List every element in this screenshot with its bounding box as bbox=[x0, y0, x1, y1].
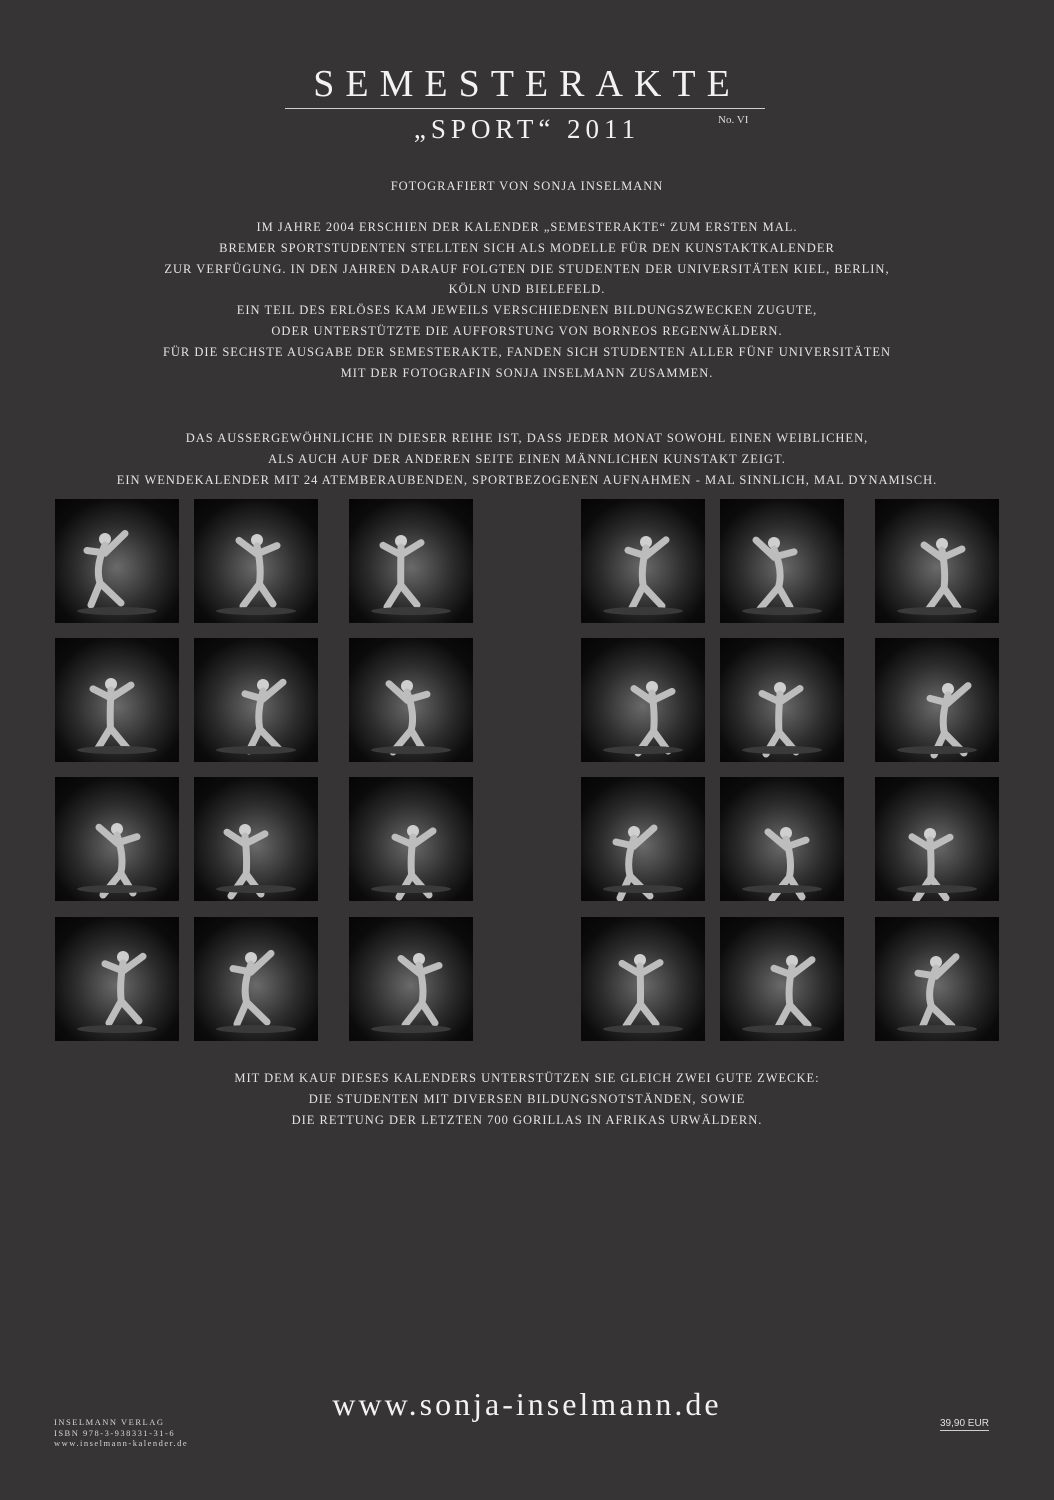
calendar-title: SEMESTERAKTE bbox=[313, 63, 741, 105]
photo-flip bbox=[875, 777, 999, 901]
intro-line: IM JAHRE 2004 ERSCHIEN DER KALENDER „SEMESTERAKTE“ ZUM ERSTEN MAL. bbox=[256, 220, 798, 234]
closing-line: DIE RETTUNG DER LETZTEN 700 GORILLAS IN AFRIKAS URWÄLDERN. bbox=[291, 1112, 763, 1127]
photo-ball-pose bbox=[349, 638, 473, 762]
intro-line: MIT DER FOTOGRAFIN SONJA INSELMANN ZUSAMMEN. bbox=[340, 365, 714, 380]
intro-line: ODER UNTERSTÜTZTE DIE AUFFORSTUNG VON BORNEOS REGENWÄLDERN. bbox=[271, 323, 783, 338]
closing-paragraph bbox=[30, 1068, 1024, 1130]
photo-water-ball-splash bbox=[720, 499, 844, 623]
photographer-credit: FOTOGRAFIERT VON SONJA INSELMANN bbox=[390, 179, 664, 193]
figure-silhouette bbox=[875, 777, 999, 901]
photo-basketball-hoop bbox=[875, 638, 999, 762]
figure-silhouette bbox=[875, 638, 999, 762]
figure-silhouette bbox=[349, 917, 473, 1041]
special-line: ALS AUCH AUF DER ANDEREN SEITE EINEN MÄNNLICHEN KUNSTAKT ZEIGT. bbox=[268, 451, 786, 466]
publisher-url[interactable]: www.inselmann-kalender.de bbox=[54, 1438, 189, 1448]
special-line: DAS AUSSERGEWÖHNLICHE IN DIESER REIHE IST, DASS JEDER MONAT SOWOHL EINEN WEIBLICHEN, bbox=[185, 431, 869, 445]
photo-pommel-horse bbox=[194, 917, 318, 1041]
issue-number: No. VI bbox=[718, 114, 749, 126]
intro-line: FÜR DIE SECHSTE AUSGABE DER SEMESTERAKTE, FANDEN SICH STUDENTEN ALLER FÜNF UNIVERSITÄTEN bbox=[162, 344, 892, 359]
publisher-block bbox=[54, 1417, 188, 1449]
photo-kettlebell bbox=[875, 499, 999, 623]
photo-horse-vaulting bbox=[55, 499, 179, 623]
photo-grid bbox=[0, 499, 1054, 1041]
figure-silhouette bbox=[875, 917, 999, 1041]
figure-silhouette bbox=[581, 917, 705, 1041]
figure-silhouette bbox=[349, 638, 473, 762]
figure-silhouette bbox=[55, 917, 179, 1041]
figure-silhouette bbox=[55, 638, 179, 762]
title-divider bbox=[285, 108, 765, 109]
photo-ring-hang bbox=[55, 917, 179, 1041]
closing-line: MIT DEM KAUF DIESES KALENDERS UNTERSTÜTZEN SIE GLEICH ZWEI GUTE ZWECKE: bbox=[234, 1071, 820, 1085]
photo-diving bbox=[194, 638, 318, 762]
photo-waterball-throw bbox=[875, 917, 999, 1041]
figure-silhouette bbox=[581, 777, 705, 901]
figure-silhouette bbox=[194, 638, 318, 762]
photo-cowboy-horse bbox=[581, 638, 705, 762]
intro-line: BREMER SPORTSTUDENTEN STELLTEN SICH ALS MODELLE FÜR DEN KUNSTAKTKALENDER bbox=[219, 240, 835, 255]
figure-silhouette bbox=[55, 777, 179, 901]
special-line: EIN WENDEKALENDER MIT 24 ATEMBERAUBENDEN, SPORTBEZOGENEN AUFNAHMEN - MAL SINNLICH, MAL DYNAMISCH. bbox=[116, 472, 938, 487]
photo-mirror-pose bbox=[349, 499, 473, 623]
photo-leap bbox=[720, 638, 844, 762]
photo-rings bbox=[349, 777, 473, 901]
figure-silhouette bbox=[194, 499, 318, 623]
price-label: 39,90 EUR bbox=[940, 1418, 989, 1429]
photo-swimming bbox=[55, 638, 179, 762]
photo-pole bbox=[720, 777, 844, 901]
photo-water-splash bbox=[194, 499, 318, 623]
intro-line: KÖLN UND BIELEFELD. bbox=[448, 282, 606, 297]
publisher-isbn: ISBN 978-3-938331-31-6 bbox=[54, 1427, 176, 1438]
figure-silhouette bbox=[55, 499, 179, 623]
photo-stretch-pose bbox=[55, 777, 179, 901]
figure-silhouette bbox=[349, 499, 473, 623]
calendar-subtitle: „SPORT“ 2011 bbox=[413, 114, 641, 144]
figure-silhouette bbox=[194, 917, 318, 1041]
intro-line: ZUR VERFÜGUNG. IN DEN JAHREN DARAUF FOLGTEN DIE STUDENTEN DER UNIVERSITÄTEN KIEL, BERLIN, bbox=[164, 261, 890, 276]
figure-silhouette bbox=[720, 777, 844, 901]
photo-cloth-dance bbox=[194, 777, 318, 901]
photo-trio-jump bbox=[349, 917, 473, 1041]
photo-ball-catch bbox=[581, 777, 705, 901]
figure-silhouette bbox=[720, 917, 844, 1041]
publisher-name: INSELMANN VERLAG bbox=[54, 1417, 165, 1427]
figure-silhouette bbox=[720, 499, 844, 623]
closing-line: DIE STUDENTEN MIT DIVERSEN BILDUNGSNOTSTÄNDEN, SOWIE bbox=[308, 1091, 746, 1106]
intro-paragraph bbox=[30, 217, 1024, 383]
figure-silhouette bbox=[194, 777, 318, 901]
photo-rings-man bbox=[581, 917, 705, 1041]
intro-line: EIN TEIL DES ERLÖSES KAM JEWEILS VERSCHIEDENEN BILDUNGSZWECKEN ZUGUTE, bbox=[236, 303, 818, 318]
figure-silhouette bbox=[720, 638, 844, 762]
photo-handstand bbox=[720, 917, 844, 1041]
website-url[interactable]: www.sonja-inselmann.de bbox=[332, 1386, 722, 1422]
special-paragraph bbox=[30, 428, 1024, 490]
figure-silhouette bbox=[581, 499, 705, 623]
photo-baseball-bat bbox=[581, 499, 705, 623]
figure-silhouette bbox=[581, 638, 705, 762]
figure-silhouette bbox=[349, 777, 473, 901]
figure-silhouette bbox=[875, 499, 999, 623]
